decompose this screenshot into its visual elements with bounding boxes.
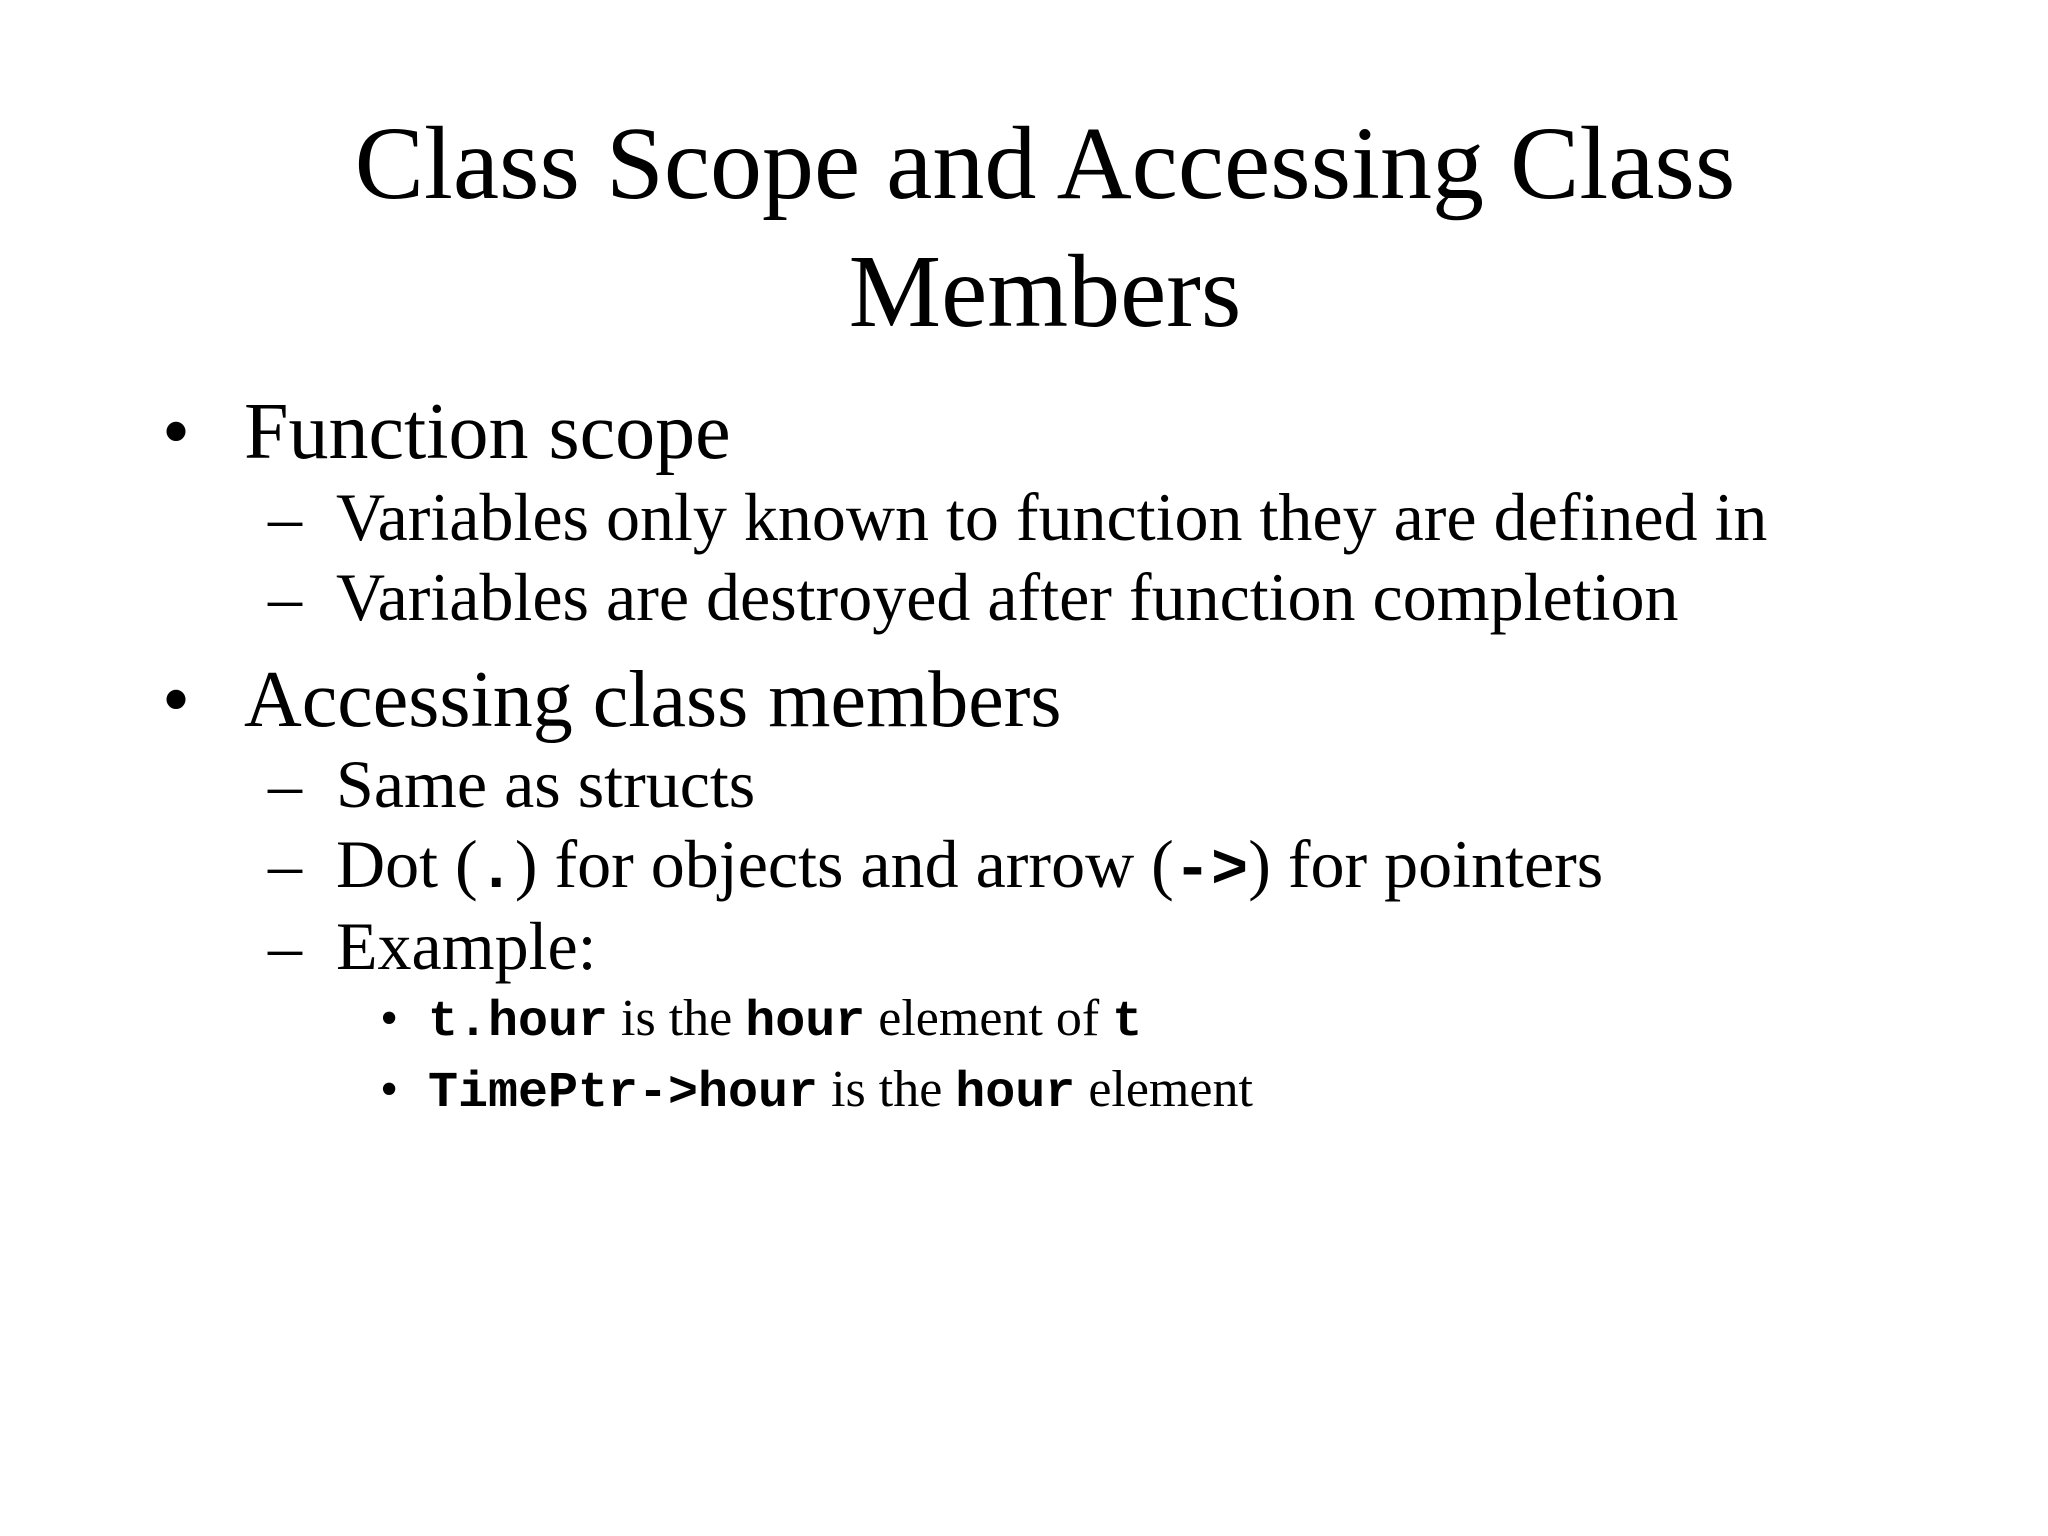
text-segment: Dot ( xyxy=(336,826,478,902)
sub-bullet-text: Same as structs xyxy=(336,746,756,822)
dash-marker: – xyxy=(268,826,302,902)
code-t-hour: t.hour xyxy=(428,994,609,1051)
bullet-text: Function scope xyxy=(244,388,731,476)
sub-bullet-text: Example: xyxy=(336,908,597,984)
bullet-marker: • xyxy=(380,1061,399,1118)
code-hour: hour xyxy=(745,994,866,1051)
bullet-marker: • xyxy=(162,388,191,476)
text-segment: is the xyxy=(608,990,746,1047)
example-text xyxy=(428,987,1142,1055)
bullet-text: Accessing class members xyxy=(244,656,1062,744)
dash-marker: – xyxy=(268,479,302,555)
code-timeptr-hour: TimePtr->hour xyxy=(428,1065,819,1122)
code-t: t xyxy=(1112,994,1143,1051)
dash-marker: – xyxy=(268,559,302,635)
bullet-marker: • xyxy=(162,656,191,744)
text-segment: element of xyxy=(865,990,1113,1047)
bullet-marker: • xyxy=(380,990,399,1047)
title-line-2: Members xyxy=(848,234,1242,349)
title-line-1: Class Scope and Accessing Class xyxy=(354,106,1736,221)
code-arrow-operator: -> xyxy=(1173,835,1249,906)
text-segment: ) for objects and arrow ( xyxy=(514,826,1174,902)
code-dot-operator: . xyxy=(477,835,515,906)
slide-title xyxy=(140,100,1950,356)
example-text xyxy=(428,1058,1253,1126)
sub-bullet-text: Variables are destroyed after function completion xyxy=(336,559,1679,635)
text-segment: is the xyxy=(818,1061,956,1118)
dash-marker: – xyxy=(268,746,302,822)
text-segment: ) for pointers xyxy=(1248,826,1604,902)
code-hour: hour xyxy=(955,1065,1076,1122)
dash-marker: – xyxy=(268,908,302,984)
sub-bullet-text: Variables only known to function they are defined in xyxy=(336,479,1768,555)
text-segment: element xyxy=(1075,1061,1253,1118)
sub-bullet-text xyxy=(336,823,1603,912)
